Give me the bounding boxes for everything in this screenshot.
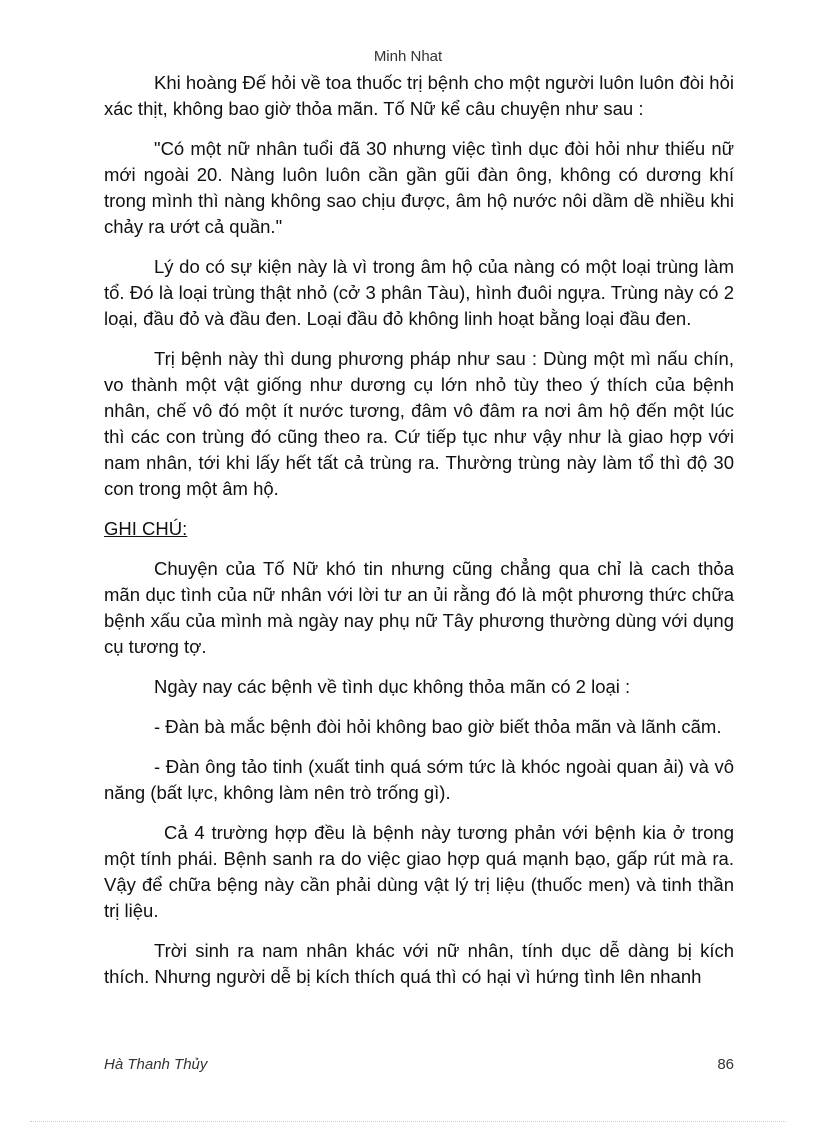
- paragraph-cause: Lý do có sự kiện này là vì trong âm hộ của nàng có một loại trùng làm tổ. Đó là loại trùng thật nhỏ (cở 3 phân Tàu), hình đuôi ngựa. Trùng này có 2 loại, đầu đỏ và đầu đen. Loại đầu đỏ không linh hoạt bằng loại đầu đen.: [104, 256, 734, 329]
- paragraph-nature: Trời sinh ra nam nhân khác với nữ nhân, tính dục dễ dàng bị kích thích. Nhưng người dễ bị kích thích quá thì có hại vì hứng tình lên nhanh: [104, 940, 734, 987]
- paragraph-intro: Khi hoàng Đế hỏi về toa thuốc trị bệnh cho một người luôn luôn đòi hỏi xác thịt, không bao giờ thỏa mãn. Tố Nữ kể câu chuyện như sau :: [104, 72, 734, 119]
- paragraph-cases: Cả 4 trường hợp đều là bệnh này tương phản với bệnh kia ở trong một tính phái. Bệnh sanh ra do việc giao hợp quá mạnh bạo, gấp rút mà ra. Vậy để chữa bệng này cần phải dùng vật lý trị liệu (thuốc men) và tinh thần trị liệu.: [104, 822, 734, 921]
- paragraph-treatment: Trị bệnh này thì dung phương pháp như sau : Dùng một mì nấu chín, vo thành một vật giống như dương cụ lớn nhỏ tùy theo ý thích của bệnh nhân, chế vô đó một ít nước tương, đâm vô đâm ra nơi âm hộ đến một lúc thì các con trùng đó cũng theo ra. Cứ tiếp tục như vậy như là giao hợp với nam nhân, tới khi lấy hết tất cả trùng ra. Thường trùng này làm tổ thì độ 30 con trong một âm hộ.: [104, 348, 734, 499]
- paragraph-note: Chuyện của Tố Nữ khó tin nhưng cũng chẳng qua chỉ là cach thỏa mãn dục tình của nữ nhân với lời tư an ủi rằng đó là một phương thức chữa bệnh xấu của mình mà ngày nay phụ nữ Tây phương thường dùng với dụng cụ tương tợ.: [104, 558, 734, 657]
- list-item-men: - Đàn ông tảo tinh (xuất tinh quá sớm tức là khóc ngoài quan ải) và vô năng (bất lực, không làm nên trò trống gì).: [104, 756, 734, 803]
- paragraph-types: Ngày nay các bệnh về tình dục không thỏa mãn có 2 loại :: [154, 676, 631, 697]
- running-header: Minh Nhat: [373, 48, 443, 65]
- page-divider: [30, 1121, 786, 1122]
- paragraph-quote: "Có một nữ nhân tuổi đã 30 nhưng việc tình dục đòi hỏi như thiếu nữ mới ngoài 20. Nàng luôn luôn cần gần gũi đàn ông, không có dương khí trong mình thì nàng không sao chịu được, âm hộ nước nôi dầm dề nhiều khi chảy ra ướt cả quần.": [104, 138, 734, 237]
- page-number: 86: [717, 1056, 734, 1073]
- body-text: [104, 70, 734, 990]
- list-item-women: - Đàn bà mắc bệnh đòi hỏi không bao giờ biết thỏa mãn và lãnh cãm.: [154, 716, 722, 737]
- section-heading-note: GHI CHÚ:: [104, 518, 188, 539]
- footer-author: Hà Thanh Thủy: [104, 1056, 208, 1073]
